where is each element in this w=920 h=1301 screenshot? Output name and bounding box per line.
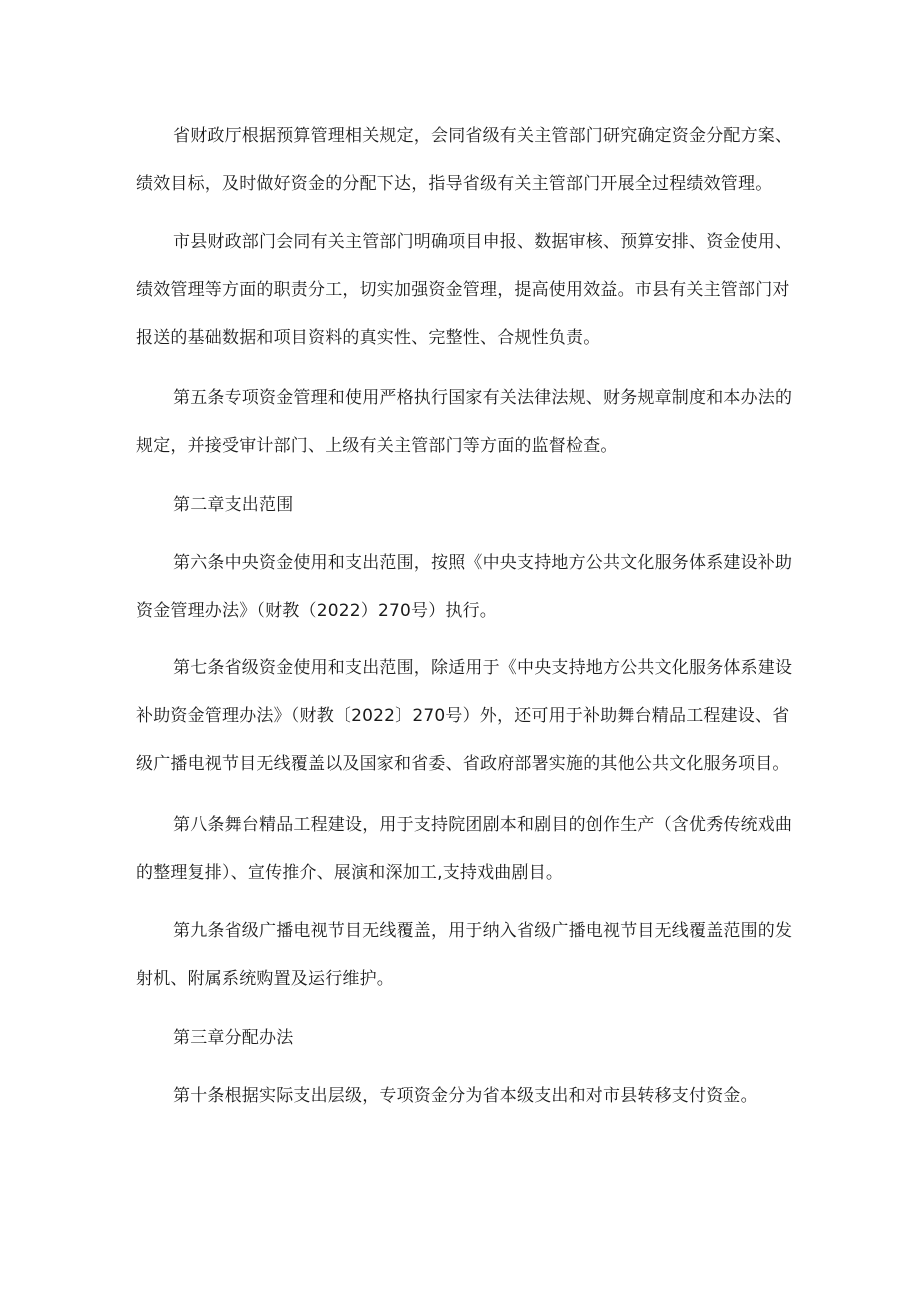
- paragraph-article-6: [136, 539, 796, 635]
- paragraph-article-5: [136, 374, 796, 470]
- text-line: 的整理复排）、宣传推介、展演和深加工,支持戏曲剧目。: [136, 863, 564, 883]
- text-line: 补助资金管理办法》（财教〔2022〕270号）外，还可用于补助舞台精品工程建设、省: [136, 706, 790, 726]
- paragraph-article-7: [136, 644, 796, 788]
- paragraph-article-10: [136, 1072, 796, 1120]
- paragraph-budget-allocation: [136, 112, 796, 208]
- text-line: 第八条舞台精品工程建设，用于支持院团剧本和剧目的创作生产（含优秀传统戏曲: [173, 815, 793, 835]
- text-line: 级广播电视节目无线覆盖以及国家和省委、省政府部署实施的其他公共文化服务项目。: [136, 754, 790, 774]
- text-line: 绩效管理等方面的职责分工，切实加强资金管理，提高使用效益。市县有关主管部门对: [136, 280, 790, 300]
- text-line: 第五条专项资金管理和使用严格执行国家有关法律法规、财务规章制度和本办法的: [173, 388, 793, 408]
- chapter-heading-3: [136, 1014, 796, 1062]
- paragraph-article-8: [136, 801, 796, 897]
- text-line: 报送的基础数据和项目资料的真实性、完整性、合规性负责。: [136, 328, 601, 348]
- text-line: 第六条中央资金使用和支出范围，按照《中央支持地方公共文化服务体系建设补助: [173, 553, 793, 573]
- text-line: 绩效目标，及时做好资金的分配下达，指导省级有关主管部门开展全过程绩效管理。: [136, 174, 773, 194]
- chapter-title: 第二章支出范围: [173, 495, 294, 515]
- text-line: 射机、附属系统购置及运行维护。: [136, 969, 394, 989]
- text-line: 资金管理办法》（财教（2022）270号）执行。: [136, 601, 498, 621]
- text-line: 省财政厅根据预算管理相关规定，会同省级有关主管部门研究确定资金分配方案、: [173, 126, 793, 146]
- text-line: 第十条根据实际支出层级，专项资金分为省本级支出和对市县转移支付资金。: [173, 1086, 758, 1106]
- text-line: 市县财政部门会同有关主管部门明确项目申报、数据审核、预算安排、资金使用、: [173, 232, 793, 252]
- text-line: 规定，并接受审计部门、上级有关主管部门等方面的监督检查。: [136, 436, 618, 456]
- text-line: 第七条省级资金使用和支出范围，除适用于《中央支持地方公共文化服务体系建设: [173, 658, 793, 678]
- chapter-title: 第三章分配办法: [173, 1028, 294, 1048]
- paragraph-county-finance: [136, 218, 796, 362]
- paragraph-article-9: [136, 907, 796, 1003]
- text-line: 第九条省级广播电视节目无线覆盖，用于纳入省级广播电视节目无线覆盖范围的发: [173, 921, 793, 941]
- chapter-heading-2: [136, 481, 796, 529]
